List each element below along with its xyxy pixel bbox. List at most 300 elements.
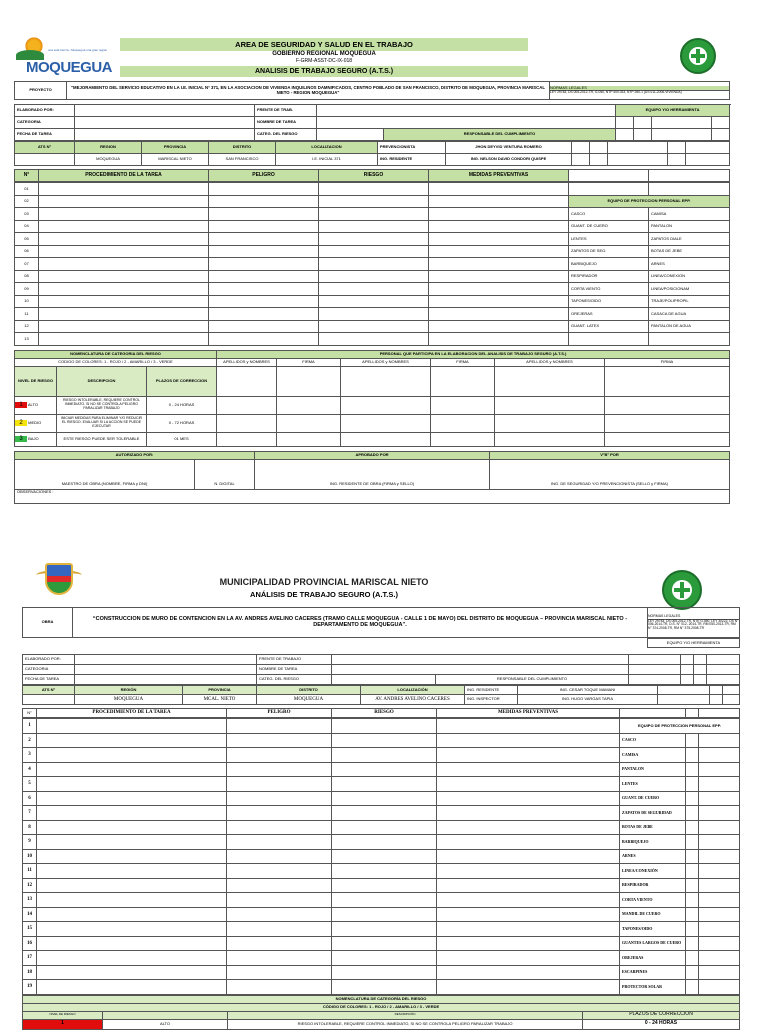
- f2-epp-title: EQUIPO DE PROTECCION PERSONAL EPP.: [620, 719, 740, 734]
- table-row: [23, 719, 740, 734]
- cell[interactable]: [37, 719, 227, 734]
- cell[interactable]: [209, 270, 319, 283]
- row-number: 16: [23, 936, 37, 951]
- epp-item[interactable]: BOTAS DE JEBE: [620, 820, 686, 835]
- f2-elaborado-value[interactable]: [75, 655, 257, 665]
- row-number: 15: [23, 922, 37, 937]
- cell[interactable]: [209, 245, 319, 258]
- form1-nomenclatura: [14, 350, 730, 447]
- epp-item[interactable]: ZAPATOS DE SEGURIDAD: [620, 806, 686, 821]
- cell[interactable]: [39, 320, 209, 333]
- epp-item[interactable]: CASCO: [569, 208, 649, 221]
- row-number: 01: [15, 183, 39, 196]
- cell[interactable]: [227, 922, 332, 937]
- table-row: [15, 233, 730, 246]
- part-col-4: FIRMA: [431, 358, 495, 366]
- cell[interactable]: [437, 864, 620, 879]
- table-row: [23, 835, 740, 850]
- col-n: N°: [15, 170, 39, 182]
- cell[interactable]: [429, 220, 569, 233]
- cell[interactable]: [37, 733, 227, 748]
- cell[interactable]: [37, 820, 227, 835]
- cell[interactable]: [437, 719, 620, 734]
- cell[interactable]: [437, 922, 620, 937]
- hdr-prevencionista: PREVENCIONISTA: [378, 142, 446, 154]
- cell[interactable]: [37, 849, 227, 864]
- row-number: 03: [15, 208, 39, 221]
- cell[interactable]: [332, 878, 437, 893]
- cell[interactable]: [319, 233, 429, 246]
- cell[interactable]: [209, 283, 319, 296]
- cell[interactable]: [437, 791, 620, 806]
- cell[interactable]: [39, 220, 209, 233]
- epp-item[interactable]: GUANT. LATEX: [569, 320, 649, 333]
- cell[interactable]: [227, 777, 332, 792]
- cell[interactable]: [39, 258, 209, 271]
- cell[interactable]: [319, 183, 429, 196]
- epp-item[interactable]: ARNES: [649, 258, 730, 271]
- form2-nomenclatura: [22, 995, 740, 1030]
- nom-col-desc: DESCRIPCION: [57, 366, 147, 396]
- cell[interactable]: [332, 893, 437, 908]
- cell[interactable]: [37, 965, 227, 980]
- cell[interactable]: [437, 806, 620, 821]
- cell[interactable]: [37, 907, 227, 922]
- cell[interactable]: [437, 777, 620, 792]
- cell[interactable]: [429, 183, 569, 196]
- epp-item[interactable]: LENTES: [620, 777, 686, 792]
- form2-body: [22, 607, 740, 1030]
- f2-col-riesgo: RIESGO: [332, 709, 437, 718]
- cell[interactable]: [319, 220, 429, 233]
- cell[interactable]: [227, 849, 332, 864]
- epp-item[interactable]: BOTAS DE JEBE: [649, 245, 730, 258]
- cell[interactable]: [37, 748, 227, 763]
- cell[interactable]: [209, 233, 319, 246]
- f2-categ: CATEG. DEL RIESGO: [257, 675, 332, 685]
- cell[interactable]: [429, 295, 569, 308]
- cell[interactable]: [39, 283, 209, 296]
- form1-code: F-GRM-ASST-DC-IX-018: [295, 58, 353, 64]
- equipo-herramienta: EQUIPO Y/O HERRAMIENTA: [616, 105, 730, 117]
- cell[interactable]: [429, 208, 569, 221]
- form1-subtitle: GOBIERNO REGIONAL MOQUEGUA: [272, 51, 376, 57]
- cell[interactable]: [332, 777, 437, 792]
- table-row: [15, 283, 730, 296]
- cell[interactable]: [332, 835, 437, 850]
- epp-item[interactable]: OREJERAS: [620, 951, 686, 966]
- cell[interactable]: [227, 806, 332, 821]
- cell[interactable]: [332, 907, 437, 922]
- row-number: 11: [23, 864, 37, 879]
- epp-item[interactable]: LINEA/POSICIONAM: [649, 283, 730, 296]
- f2-nivel-1-plazo: 0 - 24 HORAS: [583, 1019, 740, 1029]
- part-col-3: APELLIDOS y NOMBRES: [341, 358, 431, 366]
- cell[interactable]: [429, 308, 569, 321]
- cell[interactable]: [332, 951, 437, 966]
- f2-hdr-ats: ATS N°: [23, 686, 75, 695]
- cell[interactable]: [429, 320, 569, 333]
- epp-item[interactable]: BARBIQUEJO: [569, 258, 649, 271]
- table-row: [15, 270, 730, 283]
- cell[interactable]: [429, 258, 569, 271]
- row-number: 04: [15, 220, 39, 233]
- hdr-ats: ATS N°: [15, 142, 75, 154]
- epp-item[interactable]: CAMISA: [649, 208, 730, 221]
- cell[interactable]: [437, 878, 620, 893]
- epp-item[interactable]: TAPONES/OIDO: [569, 295, 649, 308]
- cell[interactable]: [37, 777, 227, 792]
- cell[interactable]: [227, 864, 332, 879]
- logo-tagline: una sola fuerza - Moquegua una gran región: [48, 48, 108, 52]
- epp-item[interactable]: TAPONES/OIDO: [620, 922, 686, 937]
- nivel-1-plazo: 0 - 24 HORAS: [147, 396, 217, 414]
- cell[interactable]: [37, 980, 227, 995]
- cell[interactable]: [319, 295, 429, 308]
- epp-item[interactable]: RESPIRADOR: [620, 878, 686, 893]
- cell[interactable]: [209, 320, 319, 333]
- proyecto-label: PROYECTO: [15, 82, 67, 100]
- cell[interactable]: [429, 245, 569, 258]
- f2-nivel-1-desc: RIESGO INTOLERABLE, REQUIERE CONTROL INMEDIATO, SI NO SE CONTROLA PELIGRO PARALIZAR TRABAJO: [228, 1019, 583, 1029]
- epp-item[interactable]: GUANTES LARGOS DE CUERO: [620, 936, 686, 951]
- table-row: [23, 922, 740, 937]
- epp-item[interactable]: CAMISA: [620, 748, 686, 763]
- f2-col-peligro: PELIGRO: [227, 709, 332, 718]
- cell[interactable]: [227, 733, 332, 748]
- epp-item[interactable]: LINEA/CONEXION: [649, 270, 730, 283]
- form1-location-table: [14, 141, 730, 166]
- f2-col-n: N°: [23, 709, 37, 718]
- cell[interactable]: [209, 195, 319, 208]
- cell[interactable]: [319, 270, 429, 283]
- row-number: 11: [15, 308, 39, 321]
- cell[interactable]: [209, 308, 319, 321]
- epp-item[interactable]: CORTA VIENTO: [569, 283, 649, 296]
- municipal-crest-logo: [45, 563, 73, 595]
- cell[interactable]: [39, 183, 209, 196]
- val-ats[interactable]: [15, 154, 75, 166]
- form2-task-rows: [22, 718, 740, 995]
- cell[interactable]: [209, 295, 319, 308]
- cell[interactable]: [227, 907, 332, 922]
- cell[interactable]: [332, 922, 437, 937]
- epp-item[interactable]: LINEA/CONEXIÓN: [620, 864, 686, 879]
- row-number: 02: [15, 195, 39, 208]
- epp-item[interactable]: BARBIQUEJO: [620, 835, 686, 850]
- cell[interactable]: [437, 748, 620, 763]
- f2-frente-value[interactable]: [332, 655, 629, 665]
- epp-item[interactable]: PANTALON DE AGUA: [649, 320, 730, 333]
- cell[interactable]: [37, 806, 227, 821]
- cell[interactable]: [37, 922, 227, 937]
- cell[interactable]: [319, 208, 429, 221]
- cell[interactable]: [437, 835, 620, 850]
- cell[interactable]: [437, 762, 620, 777]
- nom-col-nivel: NIVEL DE RIESGO: [15, 366, 57, 396]
- epp-item[interactable]: LENTES: [569, 233, 649, 246]
- f2-nombre-tarea-value[interactable]: [332, 665, 629, 675]
- f2-categoria: CATEGORIA: [23, 665, 75, 675]
- table-row: [23, 849, 740, 864]
- table-row: [15, 320, 730, 333]
- row-number: 2: [23, 733, 37, 748]
- cell[interactable]: [227, 936, 332, 951]
- nivel-3-plazo: 01 MES: [147, 432, 217, 446]
- cell[interactable]: [209, 183, 319, 196]
- table-row: [15, 308, 730, 321]
- cell[interactable]: [332, 849, 437, 864]
- f2-fecha-value[interactable]: [75, 675, 257, 685]
- cell[interactable]: [37, 791, 227, 806]
- cell[interactable]: [429, 283, 569, 296]
- cell[interactable]: [227, 791, 332, 806]
- cell[interactable]: [39, 270, 209, 283]
- cell[interactable]: [332, 806, 437, 821]
- field-frente-value[interactable]: [317, 105, 616, 117]
- table-row: [15, 333, 730, 346]
- form2-title: MUNICIPALIDAD PROVINCIAL MARISCAL NIETO: [219, 577, 429, 587]
- cell[interactable]: [332, 791, 437, 806]
- epp-item[interactable]: TRAJE/POLIPROPIL: [649, 295, 730, 308]
- cell[interactable]: [209, 333, 319, 346]
- epp-item[interactable]: CASCO: [620, 733, 686, 748]
- hdr-region: REGION: [75, 142, 142, 154]
- cell[interactable]: [332, 762, 437, 777]
- cell[interactable]: [319, 308, 429, 321]
- f2-elaborado: ELABORADO POR:: [23, 655, 75, 665]
- cell[interactable]: [429, 233, 569, 246]
- f2-col-procedimiento: PROCEDIMIENTO DE LA TAREA: [37, 709, 227, 718]
- f2-nom-desc: DESCRIPCIÓN: [228, 1011, 583, 1019]
- cell[interactable]: [429, 270, 569, 283]
- epp-item[interactable]: ARNES: [620, 849, 686, 864]
- cell[interactable]: [332, 748, 437, 763]
- cell[interactable]: [227, 719, 332, 734]
- cell[interactable]: [429, 195, 569, 208]
- part-col-6: FIRMA: [605, 358, 730, 366]
- cell[interactable]: [437, 980, 620, 995]
- f2-frente: FRENTE DE TRABAJO: [257, 655, 332, 665]
- table-row: [23, 820, 740, 835]
- equipo-herramienta-2: EQUIPO Y/O HERRAMIENTA: [648, 639, 740, 648]
- row-number: 4: [23, 762, 37, 777]
- nivel-1-desc: RIESGO INTOLERABLE, REQUIERE CONTROL INMEDIATO. SI NO SE CONTROLA PELIGRO PARALIZAR TRABAJO: [57, 396, 147, 414]
- sig-digital: N. DIGITAL: [195, 459, 255, 489]
- gobierno-regional-logo: [14, 36, 124, 82]
- val-distrito: SAN FRANCISCO: [209, 154, 276, 166]
- row-number: 06: [15, 245, 39, 258]
- row-number: 09: [15, 283, 39, 296]
- field-categoria-value[interactable]: [75, 117, 255, 129]
- hdr-distrito: DISTRITO: [209, 142, 276, 154]
- f2-nivel-1-badge: 1: [23, 1019, 103, 1029]
- field-categoria: CATEGORIA: [15, 117, 75, 129]
- part-title: PERSONAL QUE PARTICIPA EN LA ELABORACION DEL ANALISIS DE TRABAJO SEGURO (A.T.S.): [217, 350, 730, 358]
- cell[interactable]: [332, 733, 437, 748]
- epp-item[interactable]: ZAPATOS DIALE: [649, 233, 730, 246]
- cell[interactable]: [37, 835, 227, 850]
- cell[interactable]: [319, 283, 429, 296]
- row-number: 08: [15, 270, 39, 283]
- cell[interactable]: [37, 951, 227, 966]
- field-nombre-tarea: NOMBRE DE TAREA: [255, 117, 317, 129]
- sig-residente: ING. RESIDENTE DE OBRA (FIRMA y SELLO): [255, 459, 490, 489]
- field-nombre-tarea-value[interactable]: [317, 117, 616, 129]
- row-number: 3: [23, 748, 37, 763]
- field-categ-riesgo: CATEG. DEL RIESGO: [255, 129, 317, 141]
- form2-task-header: [22, 708, 740, 718]
- f2-nivel-1-label: ALTO: [103, 1019, 228, 1029]
- cell[interactable]: [319, 320, 429, 333]
- observaciones[interactable]: OBSERVACIONES :: [15, 489, 730, 503]
- cell[interactable]: [437, 965, 620, 980]
- cell[interactable]: [227, 980, 332, 995]
- part-col-5: APELLIDOS y NOMBRES: [495, 358, 605, 366]
- col-medidas: MEDIDAS PREVENTIVAS: [429, 170, 569, 182]
- f2-col-medidas: MEDIDAS PREVENTIVAS: [437, 709, 620, 718]
- cell[interactable]: [437, 907, 620, 922]
- cell[interactable]: [332, 719, 437, 734]
- row-number: 13: [15, 333, 39, 346]
- cell[interactable]: [227, 951, 332, 966]
- nom-col-plazo: PLAZOS DE CORRECCION: [147, 366, 217, 396]
- table-row: [23, 893, 740, 908]
- form1-heading: ANALISIS DE TRABAJO SEGURO (A.T.S.): [120, 66, 528, 77]
- cell[interactable]: [37, 936, 227, 951]
- cell[interactable]: [39, 308, 209, 321]
- f2-val-region: MOQUEGUA: [75, 695, 183, 705]
- table-row: [15, 258, 730, 271]
- cell[interactable]: [319, 333, 429, 346]
- table-row: [23, 791, 740, 806]
- val-provincia: MARISCAL NIETO: [142, 154, 209, 166]
- val-region: MOQUEGUA: [75, 154, 142, 166]
- cell[interactable]: [39, 333, 209, 346]
- cell[interactable]: [39, 195, 209, 208]
- cell[interactable]: [429, 333, 569, 346]
- cell[interactable]: [437, 951, 620, 966]
- epp-item[interactable]: ZAPATOS DE SEG.: [569, 245, 649, 258]
- f2-hdr-localizacion: LOCALIZACIÓN: [361, 686, 465, 695]
- f2-val-ats[interactable]: [23, 695, 75, 705]
- row-number: 12: [23, 878, 37, 893]
- form2-location-table: [22, 685, 740, 705]
- form1-fields-table: [14, 104, 730, 141]
- f2-nom-sub: CÓDIGO DE COLORES: 1 - ROJO / 2 - AMARILLO / 3 - VERDE: [23, 1003, 740, 1011]
- cell[interactable]: [227, 878, 332, 893]
- cell[interactable]: [437, 849, 620, 864]
- f2-responsable: RESPONSABLE DEL CUMPLIMIENTO: [436, 675, 629, 685]
- cell[interactable]: [332, 864, 437, 879]
- row-number: 10: [15, 295, 39, 308]
- cell[interactable]: [227, 820, 332, 835]
- cell[interactable]: [39, 295, 209, 308]
- epp-item[interactable]: RESPIRADOR: [569, 270, 649, 283]
- table-row: [23, 980, 740, 995]
- cell[interactable]: [227, 965, 332, 980]
- nom-title: NOMENCLATURA DE CATEGORIA DEL RIESGO: [15, 350, 217, 358]
- cell[interactable]: [437, 820, 620, 835]
- epp-item[interactable]: PANTALON: [620, 762, 686, 777]
- cell[interactable]: [227, 748, 332, 763]
- cell[interactable]: [332, 936, 437, 951]
- nivel-1-badge: 1: [15, 402, 27, 408]
- nivel-2-label: MEDIO: [28, 419, 42, 425]
- cell[interactable]: [227, 762, 332, 777]
- cell[interactable]: [332, 965, 437, 980]
- epp-item[interactable]: CORTA VIENTO: [620, 893, 686, 908]
- cell[interactable]: [37, 864, 227, 879]
- epp-item[interactable]: PANTALON: [649, 220, 730, 233]
- field-fecha: FECHA DE TAREA: [15, 129, 75, 141]
- cell[interactable]: [209, 258, 319, 271]
- cell[interactable]: [39, 208, 209, 221]
- row-number: 18: [23, 965, 37, 980]
- form1-title: AREA DE SEGURIDAD Y SALUD EN EL TRABAJO: [120, 38, 528, 51]
- cell[interactable]: [39, 233, 209, 246]
- field-fecha-value[interactable]: [75, 129, 255, 141]
- cell[interactable]: [437, 893, 620, 908]
- f2-nom-title: NOMENCLATURA DE CATEGORÍA DEL RIESGO: [23, 995, 740, 1003]
- epp-item[interactable]: CASACA DE AGUA: [649, 308, 730, 321]
- cell[interactable]: [227, 835, 332, 850]
- f2-categoria-value[interactable]: [75, 665, 257, 675]
- epp-item[interactable]: ESCARPINES: [620, 965, 686, 980]
- row-number: 12: [15, 320, 39, 333]
- cell[interactable]: [39, 245, 209, 258]
- table-row: [15, 245, 730, 258]
- cell[interactable]: [437, 733, 620, 748]
- cell[interactable]: [437, 936, 620, 951]
- row-number: 8: [23, 820, 37, 835]
- nivel-3-badge: 3: [15, 436, 27, 442]
- epp-item[interactable]: OREJERAS: [569, 308, 649, 321]
- cell[interactable]: [37, 878, 227, 893]
- cell[interactable]: [37, 762, 227, 777]
- field-elaborado: ELABORADO POR:: [15, 105, 75, 117]
- cell[interactable]: [209, 208, 319, 221]
- cell[interactable]: [332, 980, 437, 995]
- normas-text: LEY 29783, DS 005-2012-TR, G-050, NTP 400.033, NTP 260-1 (DS 011-2006-VIVIENDA): [550, 90, 682, 95]
- cell[interactable]: [319, 258, 429, 271]
- table-row: [15, 195, 730, 208]
- cell[interactable]: [319, 245, 429, 258]
- col-procedimiento: PROCEDIMIENTO DE LA TAREA: [39, 170, 209, 182]
- nom-sub: CODIGO DE COLORES: 1 - ROJO / 2 - AMARILLO / 3 - VERDE: [15, 358, 217, 366]
- table-row: [15, 183, 730, 196]
- epp-item[interactable]: GUANT. DE CUERO: [620, 791, 686, 806]
- epp-item[interactable]: MANDIL DE CUERO: [620, 907, 686, 922]
- epp-item[interactable]: GUANT. DE CUERO: [569, 220, 649, 233]
- normas-text-2: LEY 29783, DS 005-2012-TR, NTE G.050, LEY 30222, DS N° 006-2014-TR, D.S. N° 012- 2014-TR, RM 050-2013-TR, RM N° 374-2008-TR, RM N° 375-2008-TR: [648, 618, 739, 630]
- table-row: [15, 208, 730, 221]
- cell[interactable]: [227, 893, 332, 908]
- cell[interactable]: [319, 195, 429, 208]
- cell[interactable]: [37, 893, 227, 908]
- row-number: 1: [23, 719, 37, 734]
- epp-item[interactable]: PROTECTOR SOLAR: [620, 980, 686, 995]
- form1-autorizacion: [14, 451, 730, 504]
- obra-label: OBRA: [23, 608, 73, 638]
- epp-title: EQUIPO DE PROTECCION PERSONAL EPP.: [569, 195, 730, 208]
- cell[interactable]: [209, 220, 319, 233]
- form1-project-table: [14, 81, 730, 100]
- field-elaborado-value[interactable]: [75, 105, 255, 117]
- form2-equipo-row: [22, 638, 740, 648]
- cell[interactable]: [332, 820, 437, 835]
- resp-residente: ING. NELSON DAVID CONDORI QUISPE: [446, 154, 572, 166]
